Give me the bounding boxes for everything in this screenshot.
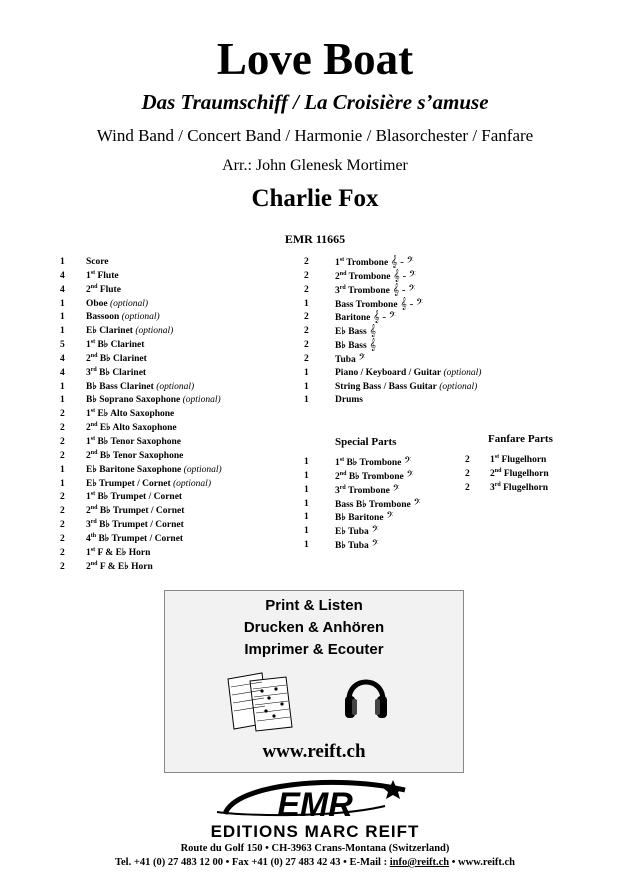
optional-note: (optional) (441, 367, 482, 378)
part-quantity: 1 (304, 484, 309, 495)
part-quantity: 2 (60, 492, 65, 503)
optional-note: (optional) (153, 381, 195, 392)
clef-icon: 𝄞 (366, 325, 376, 338)
part-name: 1st Flugelhorn (490, 453, 547, 465)
part-name: Baritone 𝄞 - 𝄢 (335, 311, 396, 324)
part-name: Oboe (optional) (86, 298, 149, 309)
print-listen-box[interactable] (164, 590, 464, 773)
part-quantity: 2 (60, 450, 65, 461)
part-name: B♭ Tuba 𝄢 (335, 539, 379, 552)
part-name: 3rd B♭ Clarinet (86, 366, 147, 378)
special-parts-heading: Special Parts (335, 436, 397, 448)
catalog-number: EMR 11665 (284, 232, 346, 246)
fanfare-parts-heading: Fanfare Parts (488, 433, 553, 445)
clef-icon: 𝄞 - 𝄢 (388, 256, 414, 268)
part-name: 1st E♭ Alto Saxophone (86, 408, 175, 420)
part-quantity: 4 (60, 284, 65, 295)
part-quantity: 1 (60, 395, 65, 406)
part-quantity: 1 (60, 381, 65, 392)
part-name: 2nd Flugelhorn (490, 467, 549, 479)
contact-website[interactable]: • www.reift.ch (449, 857, 516, 868)
part-name: 3rd Flugelhorn (490, 481, 548, 493)
arranger: Arr.: John Glenesk Mortimer (222, 157, 408, 174)
part-name: E♭ Baritone Saxophone (optional) (86, 464, 222, 475)
publisher-name: EDITIONS MARC REIFT (210, 822, 420, 841)
part-quantity: 2 (465, 468, 470, 479)
part-quantity: 2 (465, 482, 470, 493)
optional-note: (optional) (107, 298, 149, 309)
part-quantity: 2 (304, 312, 309, 323)
part-quantity: 1 (304, 457, 309, 467)
part-name: 2nd B♭ Clarinet (86, 352, 147, 364)
part-name: 1st F & E♭ Horn (86, 546, 151, 558)
part-quantity: 1 (304, 526, 309, 537)
part-quantity: 2 (60, 423, 65, 434)
piece-subtitle: Das Traumschiff / La Croisière s’amuse (141, 90, 489, 114)
part-name: Bass B♭ Trombone 𝄢 (335, 497, 421, 510)
promo-line-german: Drucken & Anhören (243, 619, 385, 636)
part-quantity: 2 (304, 340, 309, 351)
clef-icon: 𝄢 (355, 352, 366, 365)
optional-note: (optional) (170, 478, 211, 489)
clef-icon: 𝄢 (383, 511, 394, 524)
part-name: E♭ Trumpet / Cornet (optional) (86, 478, 211, 489)
sheet-music-icon (222, 671, 296, 735)
part-quantity: 1 (60, 298, 65, 309)
part-quantity: 1 (304, 470, 309, 481)
part-name: E♭ Tuba 𝄢 (335, 525, 379, 538)
optional-note: (optional) (132, 326, 174, 337)
part-name: Piano / Keyboard / Guitar (optional) (335, 367, 482, 378)
part-quantity: 1 (304, 298, 309, 309)
part-name: String Bass / Bass Guitar (optional) (335, 381, 478, 392)
part-quantity: 4 (60, 367, 65, 378)
part-quantity: 2 (60, 506, 65, 517)
composer: Charlie Fox (251, 185, 379, 212)
part-quantity: 1 (304, 540, 309, 551)
part-name: Score (86, 257, 109, 267)
part-name: 1st Trombone 𝄞 - 𝄢 (335, 256, 414, 268)
part-name: 1st B♭ Tenor Saxophone (86, 435, 181, 447)
website-link[interactable]: www.reift.ch (262, 741, 366, 762)
part-quantity: 1 (60, 478, 65, 489)
part-quantity: 5 (60, 340, 65, 351)
clef-icon: 𝄢 (368, 525, 379, 538)
ensemble-list: Wind Band / Concert Band / Harmonie / Blasorchester / Fanfare (96, 126, 534, 145)
optional-note: (optional) (180, 395, 221, 406)
part-name: 1st B♭ Trumpet / Cornet (86, 491, 183, 503)
part-quantity: 1 (60, 326, 65, 337)
clef-icon: 𝄞 - 𝄢 (370, 311, 396, 324)
part-name: 2nd B♭ Trombone 𝄢 (335, 469, 414, 482)
part-quantity: 2 (304, 353, 309, 364)
part-name: 3rd Trombone 𝄢 (335, 483, 400, 496)
clef-icon: 𝄢 (410, 497, 421, 510)
part-name: 1st Flute (86, 269, 119, 281)
clef-icon: 𝄢 (403, 469, 414, 482)
optional-note: (optional) (436, 381, 478, 392)
emr-logo-text: EMR (277, 786, 353, 822)
part-quantity: 1 (304, 367, 309, 378)
part-quantity: 1 (60, 257, 65, 267)
part-name: 2nd E♭ Alto Saxophone (86, 421, 177, 434)
part-name: Drums (335, 395, 363, 406)
part-name: 2nd F & E♭ Horn (86, 560, 153, 572)
part-name: B♭ Baritone 𝄢 (335, 511, 394, 524)
promo-line-french: Imprimer & Ecouter (244, 641, 384, 658)
optional-note: (optional) (119, 312, 160, 323)
part-name: 3rd Trombone 𝄞 - 𝄢 (335, 283, 416, 296)
part-quantity: 2 (304, 284, 309, 295)
part-name: Tuba 𝄢 (335, 352, 366, 365)
part-quantity: 1 (304, 498, 309, 509)
part-name: 2nd B♭ Tenor Saxophone (86, 449, 184, 461)
part-name: 2nd Trombone 𝄞 - 𝄢 (335, 269, 417, 282)
clef-icon: 𝄢 (401, 456, 412, 468)
part-quantity: 2 (60, 409, 65, 420)
part-quantity: 1 (304, 512, 309, 523)
part-name: E♭ Clarinet (optional) (86, 326, 174, 337)
emr-logo (215, 776, 415, 822)
part-quantity: 4 (60, 270, 65, 281)
part-quantity: 2 (60, 547, 65, 558)
part-quantity: 2 (304, 270, 309, 281)
promo-line-english: Print & Listen (265, 597, 363, 614)
email-link[interactable]: info@reift.ch (389, 857, 450, 868)
part-quantity: 2 (304, 257, 309, 267)
part-name: B♭ Bass Clarinet (optional) (86, 381, 195, 392)
clef-icon: 𝄞 - 𝄢 (389, 283, 416, 296)
contact-phone-fax: Tel. +41 (0) 27 483 12 00 • Fax +41 (0) 27 483 42 43 • E-Mail : (114, 857, 390, 868)
part-quantity: 2 (60, 436, 65, 447)
part-name: Bass Trombone 𝄞 - 𝄢 (335, 297, 424, 310)
clef-icon: 𝄞 - 𝄢 (397, 297, 424, 310)
part-quantity: 2 (60, 533, 65, 544)
part-name: Bassoon (optional) (86, 312, 160, 323)
part-quantity: 2 (60, 520, 65, 531)
clef-icon: 𝄞 - 𝄢 (390, 269, 417, 282)
headphones-icon (343, 668, 389, 724)
publisher-contact (0, 857, 630, 868)
part-quantity: 4 (60, 353, 65, 364)
part-quantity: 2 (465, 455, 470, 465)
part-name: 2nd B♭ Trumpet / Cornet (86, 505, 185, 517)
part-name: 1st B♭ Trombone 𝄢 (335, 456, 412, 468)
publisher-address: Route du Golf 150 • CH-3963 Crans-Montana (Switzerland) (180, 843, 450, 854)
part-quantity: 2 (304, 326, 309, 337)
part-name: 1st B♭ Clarinet (86, 338, 145, 351)
part-quantity: 2 (60, 561, 65, 572)
clef-icon: 𝄞 (366, 339, 376, 352)
part-name: E♭ Bass 𝄞 (335, 325, 376, 338)
optional-note: (optional) (181, 464, 222, 475)
part-quantity: 1 (304, 381, 309, 392)
part-name: B♭ Soprano Saxophone (optional) (86, 395, 221, 406)
part-quantity: 1 (60, 464, 65, 475)
part-name: 2nd Flute (86, 283, 121, 295)
part-quantity: 1 (304, 395, 309, 406)
part-quantity: 1 (60, 312, 65, 323)
piece-title: Love Boat (216, 34, 414, 84)
clef-icon: 𝄢 (368, 539, 379, 552)
part-name: B♭ Bass 𝄞 (335, 339, 376, 352)
clef-icon: 𝄢 (389, 483, 400, 496)
part-name: 4th B♭ Trumpet / Cornet (86, 532, 184, 544)
part-name: 3rd B♭ Trumpet / Cornet (86, 518, 184, 531)
